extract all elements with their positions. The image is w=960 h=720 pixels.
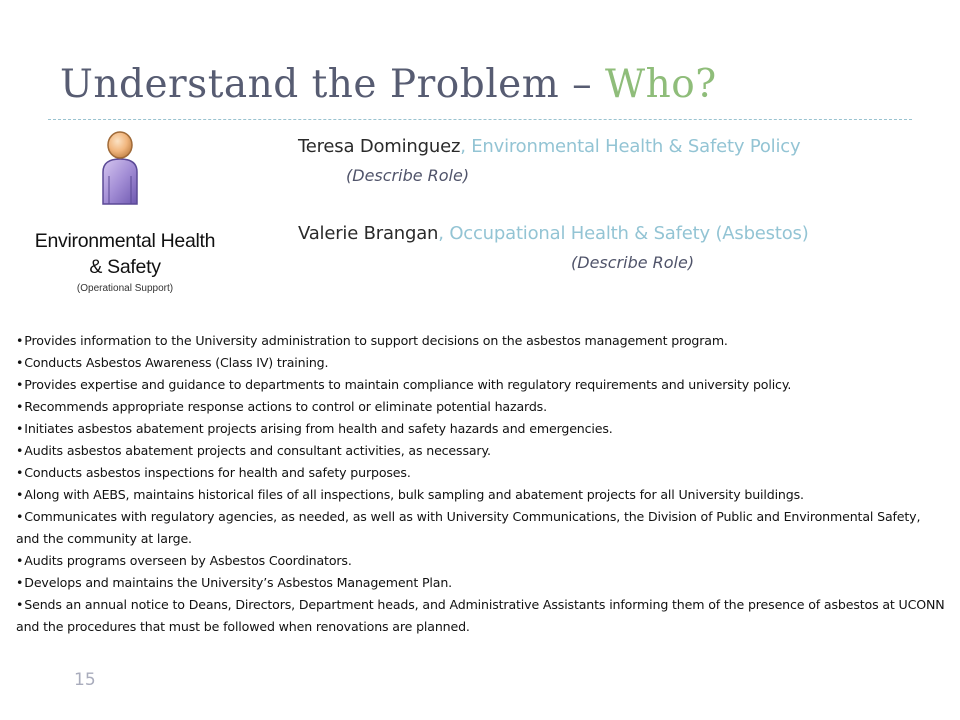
contact-2-role: (Describe Role) [571, 253, 695, 272]
contact-2-name: Valerie Brangan [298, 223, 439, 244]
contact-1-name: Teresa Dominguez [298, 136, 461, 157]
list-item: • Provides information to the University administration to support decisions on the asbestos management program. [16, 330, 946, 352]
contact-2-org: , Occupational Health & Safety (Asbestos) [438, 223, 809, 244]
list-item: • Audits asbestos abatement projects and consultant activities, as necessary. [16, 440, 946, 462]
list-item: • Conducts asbestos inspections for health and safety purposes. [16, 462, 946, 484]
list-item: • Develops and maintains the University’s Asbestos Management Plan. [16, 572, 946, 594]
list-item: • Provides expertise and guidance to departments to maintain compliance with regulatory requirements and university policy. [16, 374, 946, 396]
responsibilities-list [16, 330, 946, 638]
list-item: • Along with AEBS, maintains historical files of all inspections, bulk sampling and abatement projects for all University buildings. [16, 484, 946, 506]
page-number: 15 [74, 670, 96, 690]
department-name: Environmental Health & Safety [34, 230, 216, 278]
contact-1-org: , Environmental Health & Safety Policy [460, 136, 801, 157]
list-item: • Conducts Asbestos Awareness (Class IV) training. [16, 352, 946, 374]
contact-2 [298, 223, 809, 244]
contact-1 [298, 136, 800, 157]
list-item: • Audits programs overseen by Asbestos Coordinators. [16, 550, 946, 572]
list-item: • Sends an annual notice to Deans, Directors, Department heads, and Administrative Assistants informing them of the presence of asbestos at UCONN and the procedures that must be followed when renovations are planned. [16, 594, 946, 638]
list-item: • Communicates with regulatory agencies, as needed, as well as with University Communications, the Division of Public and Environmental Safety, and the community at large. [16, 506, 946, 550]
title-divider [48, 119, 912, 120]
list-item: • Recommends appropriate response actions to control or eliminate potential hazards. [16, 396, 946, 418]
department-label [20, 228, 230, 294]
contact-1-role: (Describe Role) [346, 166, 470, 185]
slide-title-main: Understand the Problem – [60, 62, 606, 107]
department-subtitle: (Operational Support) [76, 283, 174, 294]
list-item: • Initiates asbestos abatement projects arising from health and safety hazards and emergencies. [16, 418, 946, 440]
person-icon [94, 130, 146, 206]
slide-title-accent: Who? [605, 62, 717, 107]
slide-title [60, 62, 717, 107]
